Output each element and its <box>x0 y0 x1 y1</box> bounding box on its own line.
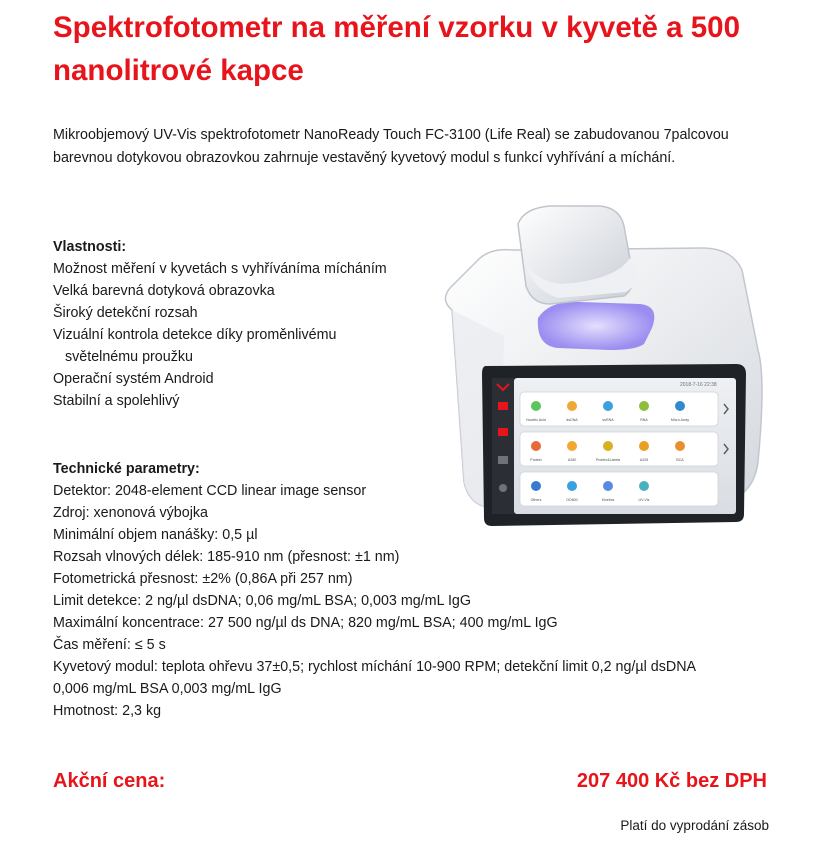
app-label: dsDNA <box>566 418 578 422</box>
parameter-item: Zdroj: xenonová výbojka <box>53 505 208 521</box>
parameter-item: Detektor: 2048-element CCD linear image sensor <box>53 483 367 499</box>
parameter-item: Čas měření: ≤ 5 s <box>53 637 166 653</box>
parameter-item: Fotometrická přesnost: ±2% (0,86A při 257 nm) <box>53 571 353 587</box>
parameters-heading: Technické parametry: <box>53 461 200 477</box>
parameter-item: Kyvetový modul: teplota ohřevu 37±0,5; rychlost míchání 10-900 RPM; detekční limit 0,2 ng/µl dsDNA <box>53 659 697 675</box>
property-item: Operační systém Android <box>53 371 214 387</box>
property-item: Vizuální kontrola detekce díky proměnlivému <box>53 327 337 343</box>
page-title: Spektrofotometr na měření vzorku v kyvetě a 500 nanolitrové kapce <box>53 11 740 87</box>
app-label: RNA <box>640 418 648 422</box>
parameter-item: Hmotnost: 2,3 kg <box>53 703 162 719</box>
property-item: Možnost měření v kyvetách s vyhříváníma mícháním <box>53 261 387 277</box>
property-item: Široký detekční rozsah <box>53 305 198 321</box>
app-label: UV-Vis <box>638 498 650 502</box>
price-validity-note: Platí do vyprodání zásob <box>620 818 769 833</box>
app-label: OD600 <box>566 498 578 502</box>
property-item: Velká barevná dotyková obrazovka <box>53 283 275 299</box>
app-label: Micro Array <box>670 418 690 422</box>
properties-section <box>53 236 473 412</box>
properties-heading: Vlastnosti: <box>53 239 127 255</box>
parameter-item: Limit detekce: 2 ng/µl dsDNA; 0,06 mg/mL BSA; 0,003 mg/mL IgG <box>53 593 472 609</box>
app-label: Kinetics <box>601 498 615 502</box>
price-value: 207 400 Kč bez DPH <box>576 770 767 792</box>
parameter-item: 0,006 mg/mL BSA 0,003 mg/mL IgG <box>53 681 282 697</box>
price-label: Akční cena: <box>53 770 166 792</box>
app-label: A280 <box>567 458 577 462</box>
app-label: A205 <box>639 458 649 462</box>
app-label: Protein&Labels <box>595 458 621 462</box>
screen-status-time: 2018-7-16 22:38 <box>680 382 717 388</box>
app-label: ssRNA <box>602 418 614 422</box>
property-item: světelnému proužku <box>65 349 193 365</box>
parameter-item: Maximální koncentrace: 27 500 ng/µl ds DNA; 820 mg/mL BSA; 400 mg/mL IgG <box>53 615 558 631</box>
app-label: BCA <box>676 458 684 462</box>
product-description: Mikroobjemový UV-Vis spektrofotometr NanoReady Touch FC-3100 (Life Real) se zabudovanou 7palcovou barevnou dotykovou obrazovkou zahrnuje vestavěný kyvetový modul s funkcí vyhřívání a míchání. <box>53 127 729 166</box>
parameter-item: Rozsah vlnových délek: 185-910 nm (přesnost: ±1 nm) <box>53 549 400 565</box>
property-item: Stabilní a spolehlivý <box>53 393 180 409</box>
app-label: Others <box>530 498 542 502</box>
app-label: Protein <box>530 458 542 462</box>
app-label: Nucleic Acid <box>526 418 546 422</box>
spectrophotometer-image <box>440 200 770 545</box>
parameter-item: Minimální objem nanášky: 0,5 µl <box>53 527 258 543</box>
